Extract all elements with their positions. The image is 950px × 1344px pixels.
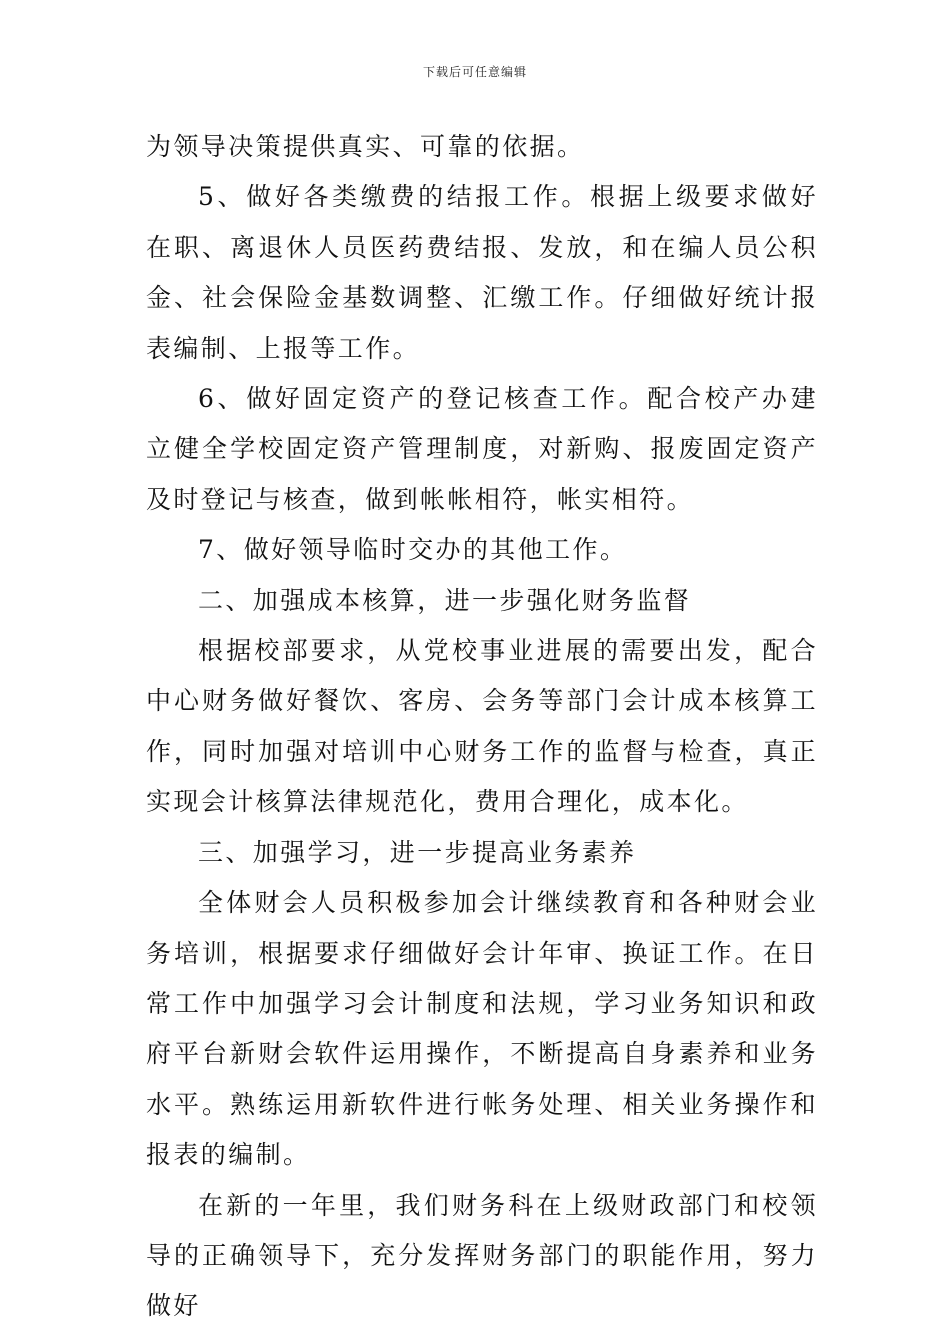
paragraph: 在新的一年里，我们财务科在上级财政部门和校领导的正确领导下，充分发挥财务部门的职能作用，努力做好 — [146, 1190, 818, 1321]
document-body — [146, 122, 818, 1332]
paragraph: 7、做好领导临时交办的其他工作。 — [198, 535, 628, 565]
paragraph: 6、做好固定资产的登记核查工作。配合校产办建立健全学校固定资产管理制度，对新购、报废固定资产及时登记与核查，做到帐帐相符，帐实相符。 — [146, 384, 818, 514]
paragraph: 根据校部要求，从党校事业进展的需要出发，配合中心财务做好餐饮、客房、会务等部门会计成本核算工作，同时加强对培训中心财务工作的监督与检查，真正实现会计核算法律规范化，费用合理化，成本化。 — [146, 636, 818, 817]
paragraph: 5、做好各类缴费的结报工作。根据上级要求做好在职、离退休人员医药费结报、发放，和在编人员公积金、社会保险金基数调整、汇缴工作。仔细做好统计报表编制、上报等工作。 — [146, 182, 818, 363]
paragraph: 全体财会人员积极参加会计继续教育和各种财会业务培训，根据要求仔细做好会计年审、换证工作。在日常工作中加强学习会计制度和法规，学习业务知识和政府平台新财会软件运用操作，不断提高自身素养和业务水平。熟练运用新软件进行帐务处理、相关业务操作和报表的编制。 — [146, 888, 818, 1170]
section-heading: 二、加强成本核算，进一步强化财务监督 — [198, 585, 692, 615]
section-heading: 三、加强学习，进一步提高业务素养 — [198, 837, 637, 867]
paragraph: 为领导决策提供真实、可靠的依据。 — [146, 132, 585, 161]
page-header: 下载后可任意编辑 — [422, 65, 527, 79]
